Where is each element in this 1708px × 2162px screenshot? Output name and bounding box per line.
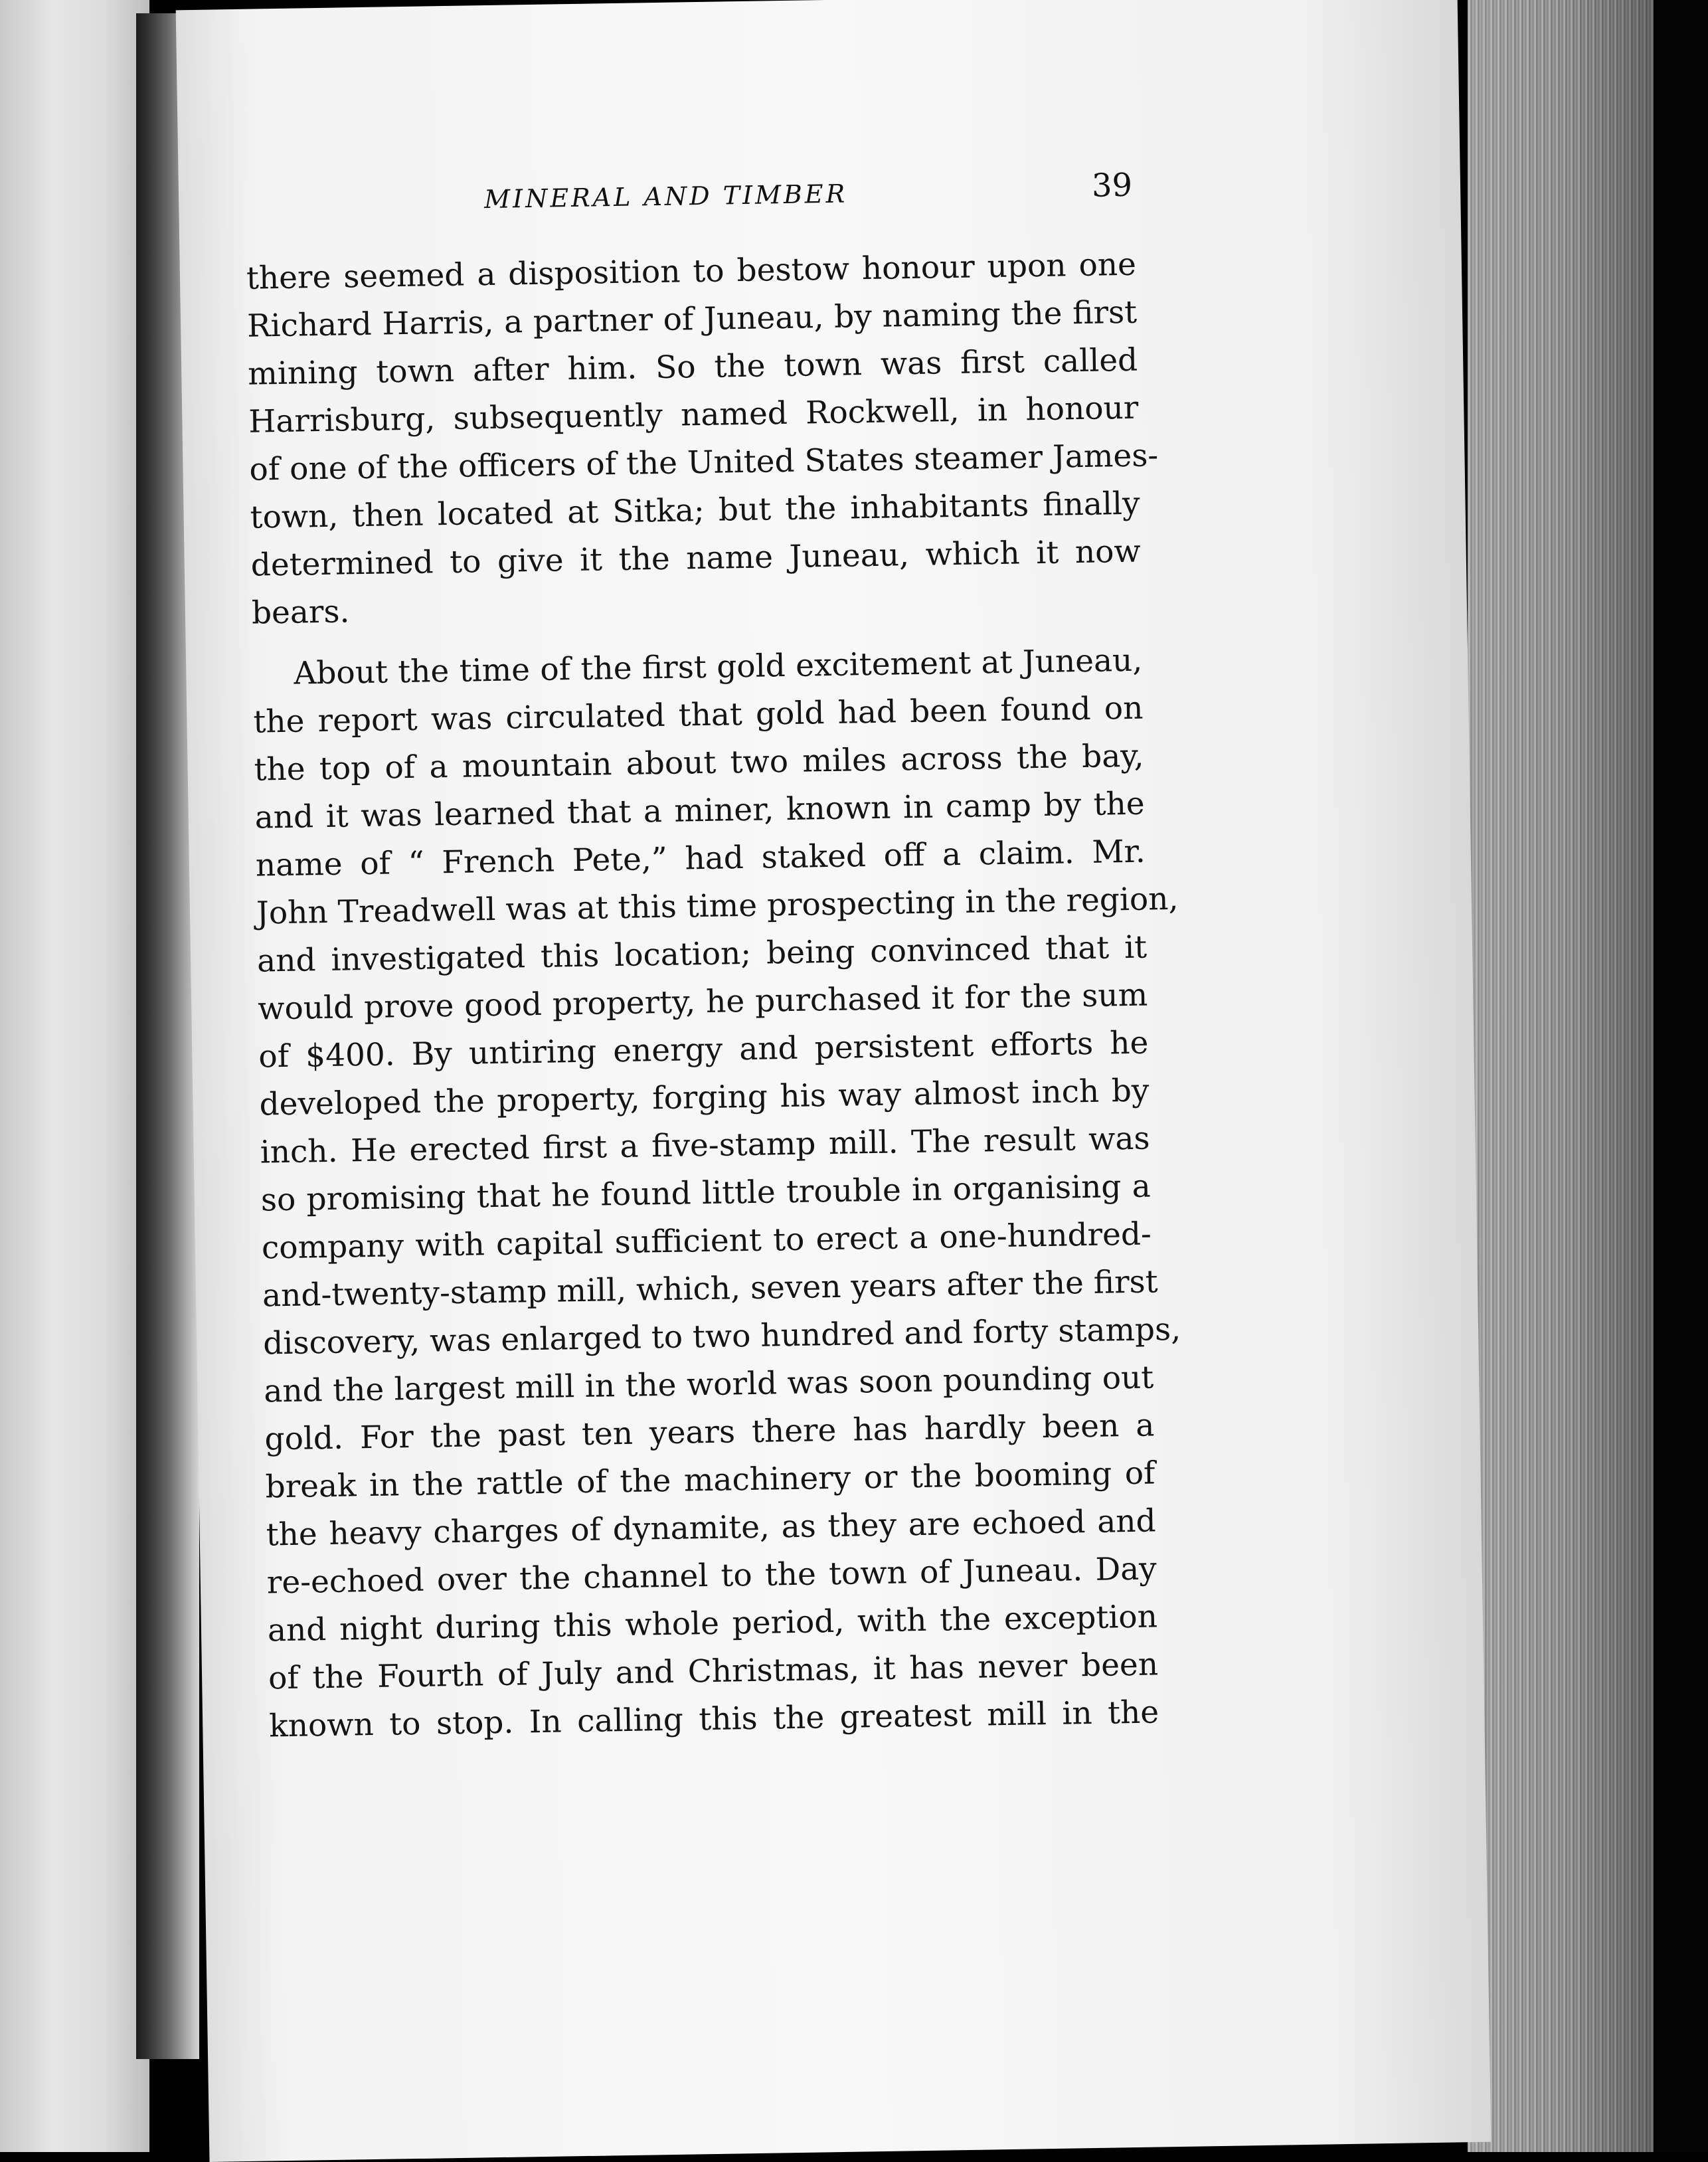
book-page (176, 0, 1492, 2162)
text-line: the report was circulated that gold had been found on (253, 689, 1144, 741)
text-line: developed the property, forging his way almost inch by (259, 1072, 1150, 1123)
text-line: determined to give it the name Juneau, which it now (250, 533, 1142, 584)
text-line: discovery, was enlarged to two hundred and forty stamps, (262, 1310, 1181, 1362)
text-line: break in the rattle of the machinery or the booming of (265, 1455, 1155, 1506)
text-line: and night during this whole period, with the exception (267, 1598, 1158, 1649)
book-cover-edge (1654, 0, 1708, 2152)
text-line: John Treadwell was at this time prospecting in the region, (256, 880, 1179, 932)
text-line: and investigated this location; being convinced that it (256, 929, 1148, 980)
text-line: mining town after him. So the town was first called (247, 341, 1138, 393)
text-line: Harrisburg, subsequently named Rockwell, in honour (248, 389, 1139, 440)
page-number: 39 (1091, 166, 1133, 205)
text-line: and-twenty-stamp mill, which, seven years after the first (262, 1263, 1158, 1314)
text-line: there seemed a disposition to bestow honour upon one (246, 246, 1137, 297)
text-line: of one of the officers of the United States steamer James- (249, 437, 1159, 488)
facing-page-edge (0, 0, 149, 2152)
text-line: the top of a mountain about two miles across the bay, (254, 737, 1144, 788)
text-line: Richard Harris, a partner of Juneau, by naming the first (246, 294, 1138, 345)
text-line: so promising that he found little trouble in organising a (260, 1168, 1152, 1219)
text-line: known to stop. In calling this the greatest mill in the (268, 1694, 1159, 1745)
text-line: town, then located at Sitka; but the inhabitants finally (250, 485, 1140, 536)
text-line: name of “ French Pete,” had staked off a claim. Mr. (255, 833, 1146, 884)
text-line: inch. He erected first a five-stamp mill. The result was (260, 1120, 1150, 1171)
body-text (246, 241, 1181, 1751)
paragraph-start-line: About the time of the first gold excitement at Juneau, (293, 642, 1143, 692)
text-line: the heavy charges of dynamite, as they are echoed and (266, 1502, 1157, 1554)
text-line: bears. (251, 593, 350, 632)
text-line: gold. For the past ten years there has hardly been a (264, 1407, 1155, 1458)
text-line: company with capital sufficient to erect a one-hundred- (261, 1216, 1152, 1267)
text-line: re-echoed over the channel to the town of Juneau. Day (266, 1550, 1157, 1601)
running-head: MINERAL AND TIMBER (483, 179, 848, 215)
page-content (242, 0, 1181, 1745)
text-line: of $400. By untiring energy and persistent efforts he (258, 1024, 1149, 1075)
text-line: and it was learned that a miner, known in camp by the (254, 785, 1146, 836)
text-line: would prove good property, he purchased it for the sum (257, 976, 1148, 1028)
text-line: of the Fourth of July and Christmas, it has never been (268, 1646, 1159, 1697)
text-line: and the largest mill in the world was soon pounding out (263, 1359, 1154, 1410)
